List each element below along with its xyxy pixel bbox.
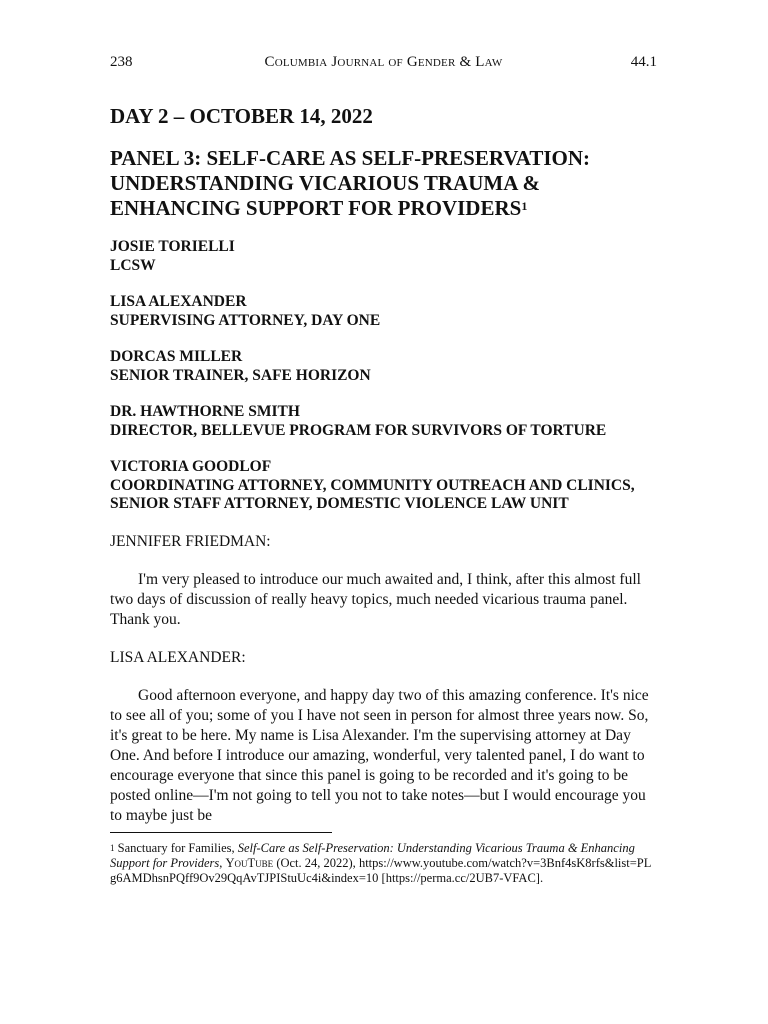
footnote-title: Self-Care as Self-Preservation: Understanding Vicarious Trauma & Enhancing Support for Providers bbox=[110, 840, 635, 870]
journal-title: Columbia Journal of Gender & Law bbox=[264, 54, 503, 70]
speaker-entry bbox=[110, 293, 657, 330]
document-page bbox=[110, 52, 657, 886]
speaker-name: VICTORIA GOODLOF bbox=[110, 458, 272, 475]
transcript-speaker-label: LISA ALEXANDER: bbox=[110, 648, 246, 666]
speaker-entry bbox=[110, 403, 657, 440]
footnote bbox=[110, 841, 657, 886]
footnote-url-link[interactable]: https://www.youtube.com/watch?v=3Bnf4sK8rfs&list=PLg6AMDhsnPQff9Ov29QqAvTJPIStuUc4i&index=10 bbox=[110, 855, 652, 885]
speaker-name: DORCAS MILLER bbox=[110, 348, 243, 365]
speaker-entry bbox=[110, 348, 657, 385]
day-heading: DAY 2 – OCTOBER 14, 2022 bbox=[110, 104, 373, 128]
speaker-role: SUPERVISING ATTORNEY, DAY ONE bbox=[110, 311, 381, 329]
speaker-role: LCSW bbox=[110, 256, 156, 274]
footnote-date: (Oct. 24, 2022), bbox=[276, 855, 356, 870]
speaker-name: JOSIE TORIELLI bbox=[110, 238, 235, 255]
speaker-role: SENIOR TRAINER, SAFE HORIZON bbox=[110, 366, 371, 384]
transcript-paragraph: I'm very pleased to introduce our much awaited and, I think, after this almost full two days of discussion of really heavy topics, much needed vicarious trauma panel. Thank you. bbox=[110, 570, 641, 628]
footnote-comma: , bbox=[219, 855, 223, 870]
page-number: 238 bbox=[110, 54, 133, 70]
speaker-entry bbox=[110, 458, 657, 514]
panel-title bbox=[110, 146, 657, 221]
transcript-speaker-label: JENNIFER FRIEDMAN: bbox=[110, 532, 271, 550]
footnote-reference[interactable]: 1 bbox=[521, 199, 528, 213]
speaker-role: COORDINATING ATTORNEY, COMMUNITY OUTREACH AND CLINICS, SENIOR STAFF ATTORNEY, DOMESTIC VIOLENCE LAW UNIT bbox=[110, 476, 635, 512]
speaker-name: DR. HAWTHORNE SMITH bbox=[110, 403, 300, 420]
speaker-name: LISA ALEXANDER bbox=[110, 293, 247, 310]
footnote-perma-link[interactable]: [https://perma.cc/2UB7-VFAC]. bbox=[381, 870, 544, 885]
speaker-role: DIRECTOR, BELLEVUE PROGRAM FOR SURVIVORS OF TORTURE bbox=[110, 421, 607, 439]
running-head bbox=[110, 52, 657, 72]
speaker-list bbox=[110, 238, 657, 514]
footnote-source: YouTube bbox=[225, 855, 274, 870]
panel-title-text: PANEL 3: SELF-CARE AS SELF-PRESERVATION: UNDERSTANDING VICARIOUS TRAUMA & ENHANCING SUPPORT FOR PROVIDERS bbox=[110, 146, 591, 220]
footnote-marker: 1 bbox=[110, 842, 115, 853]
footnote-divider bbox=[110, 832, 332, 833]
volume-number: 44.1 bbox=[630, 54, 657, 70]
transcript-paragraph: Good afternoon everyone, and happy day two of this amazing conference. It's nice to see all of you; some of you I have not seen in person for almost three years now. So, it's great to be here. My name is Lisa Alexander. I'm the supervising attorney at Day One. And before I introduce our amazing, wonderful, very talented panel, I do want to encourage everyone that since this panel is going to be recorded and it's going to be posted online—I'm not going to tell you not to take notes—but I would encourage you to maybe just be bbox=[110, 686, 649, 824]
speaker-entry bbox=[110, 238, 657, 275]
footnote-prefix: Sanctuary for Families, bbox=[117, 840, 235, 855]
